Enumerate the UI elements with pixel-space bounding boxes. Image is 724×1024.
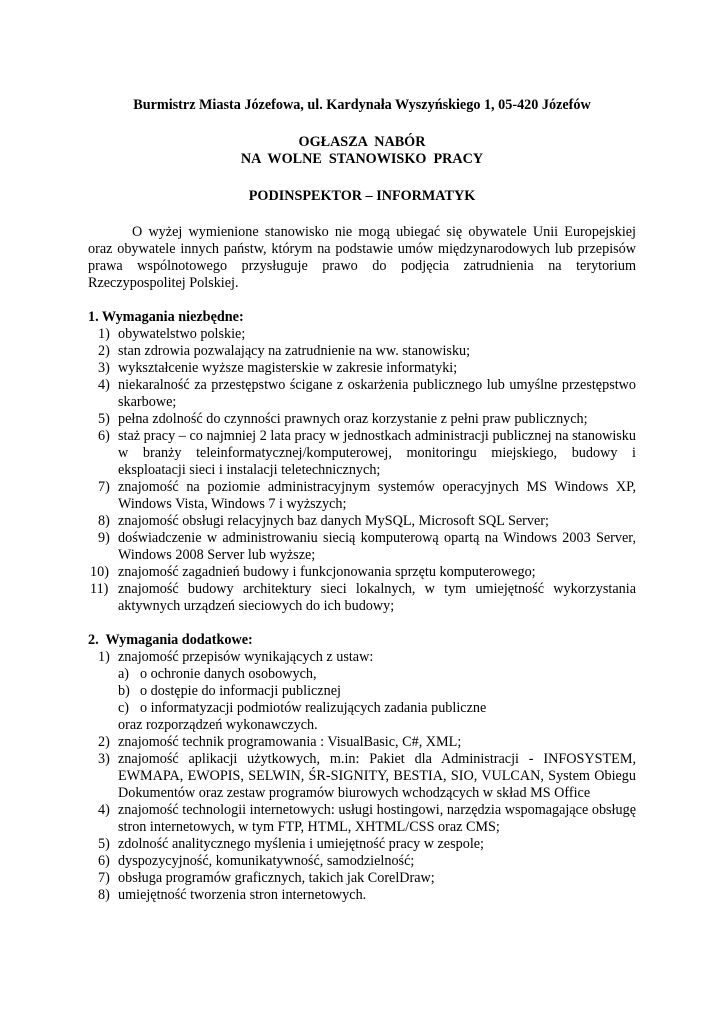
announcement-heading [88, 134, 636, 168]
list-item: 8) znajomość obsługi relacyjnych baz danych MySQL, Microsoft SQL Server; [98, 513, 549, 529]
sub-list-item: c) o informatyzacji podmiotów realizujących zadania publiczne [118, 700, 487, 716]
list-item: 4) niekaralność za przestępstwo ścigane z oskarżenia publicznego lub umyślne przestępstwo skarbowe; [98, 377, 636, 410]
announcement-line-2: NA WOLNE STANOWISKO PRACY [240, 151, 484, 167]
list-item: 9) doświadczenie w administrowaniu siecią komputerową opartą na Windows 2003 Server, Windows 2008 Server lub wyższe; [98, 530, 636, 563]
list-item: 6) dyspozycyjność, komunikatywność, samodzielność; [98, 853, 415, 869]
list-item: 2) znajomość technik programowania : VisualBasic, C#, XML; [98, 734, 462, 750]
list-item: 8) umiejętność tworzenia stron internetowych. [98, 887, 367, 903]
sub-list-item: a) o ochronie danych osobowych, [118, 666, 317, 682]
announcement-line-1: OGŁASZA NABÓR [298, 134, 426, 150]
list-item: 7) obsługa programów graficznych, takich jak CorelDraw; [98, 870, 435, 886]
list-item: 7) znajomość na poziomie administracyjnym systemów operacyjnych MS Windows XP, Windows Vista, Windows 7 i wyższych; [98, 479, 636, 512]
sub-list-tail: oraz rozporządzeń wykonawczych. [118, 717, 318, 733]
list-item: 4) znajomość technologii internetowych: usługi hostingowi, narzędzia wspomagające obsługę stron internetowych, w tym FTP, HTML, XHTML/CSS oraz CMS; [98, 802, 636, 835]
section-1-list [88, 326, 636, 615]
sub-list [118, 666, 636, 717]
section-1-heading: 1. Wymagania niezbędne: [88, 309, 244, 325]
list-item: 3) wykształcenie wyższe magisterskie w zakresie informatyki; [98, 360, 458, 376]
list-item: 5) zdolność analitycznego myślenia i umiejętność pracy w zespole; [98, 836, 484, 852]
position-title: PODINSPEKTOR – INFORMATYK [248, 188, 476, 204]
list-item: 1) obywatelstwo polskie; [98, 326, 246, 342]
section-2-list [88, 649, 636, 904]
list-item: 10) znajomość zagadnień budowy i funkcjonowania sprzętu komputerowego; [90, 564, 536, 580]
list-item: 11) znajomość budowy architektury sieci lokalnych, w tym umiejętność wykorzystania aktywnych urządzeń sieciowych do ich budowy; [90, 581, 636, 614]
list-item: 2) stan zdrowia pozwalający na zatrudnienie na ww. stanowisku; [98, 343, 471, 359]
issuer-header: Burmistrz Miasta Józefowa, ul. Kardynała Wyszyńskiego 1, 05-420 Józefów [133, 97, 591, 113]
list-item: 3) znajomość aplikacji użytkowych, m.in: Pakiet dla Administracji - INFOSYSTEM, EWMAPA, EWOPIS, SELWIN, ŚR-SIGNITY, BESTIA, SIO, VULCAN, System Obiegu Dokumentów oraz zestaw programów biurowych wchodzących w skład MS Office [98, 751, 636, 801]
intro-paragraph: O wyżej wymienione stanowisko nie mogą ubiegać się obywatele Unii Europejskiej oraz obywatele innych państw, którym na podstawie umów międzynarodowych lub przepisów prawa wspólnotowego przysługuje prawo do podjęcia zatrudnienia na terytorium Rzeczypospolitej Polskiej. [88, 224, 636, 291]
list-item: 1) znajomość przepisów wynikających z ustaw: a) o ochronie danych osobowych, b) o dostępie do informacji publicznej c) o informatyzacji podmiotów realizujących zadania publiczne oraz rozporządzeń wykonawczych. [88, 649, 636, 734]
sub-list-item: b) o dostępie do informacji publicznej [118, 683, 341, 699]
list-item: 6) staż pracy – co najmniej 2 lata pracy w jednostkach administracji publicznej na stanowisku w branży teleinformatycznej/komputerowej, monitoringu miejskiego, budowy i eksploatacji sieci i instalacji teletechnicznych; [98, 428, 636, 478]
list-item: 5) pełna zdolność do czynności prawnych oraz korzystanie z pełni praw publicznych; [98, 411, 588, 427]
section-2-heading: 2. Wymagania dodatkowe: [88, 632, 253, 648]
